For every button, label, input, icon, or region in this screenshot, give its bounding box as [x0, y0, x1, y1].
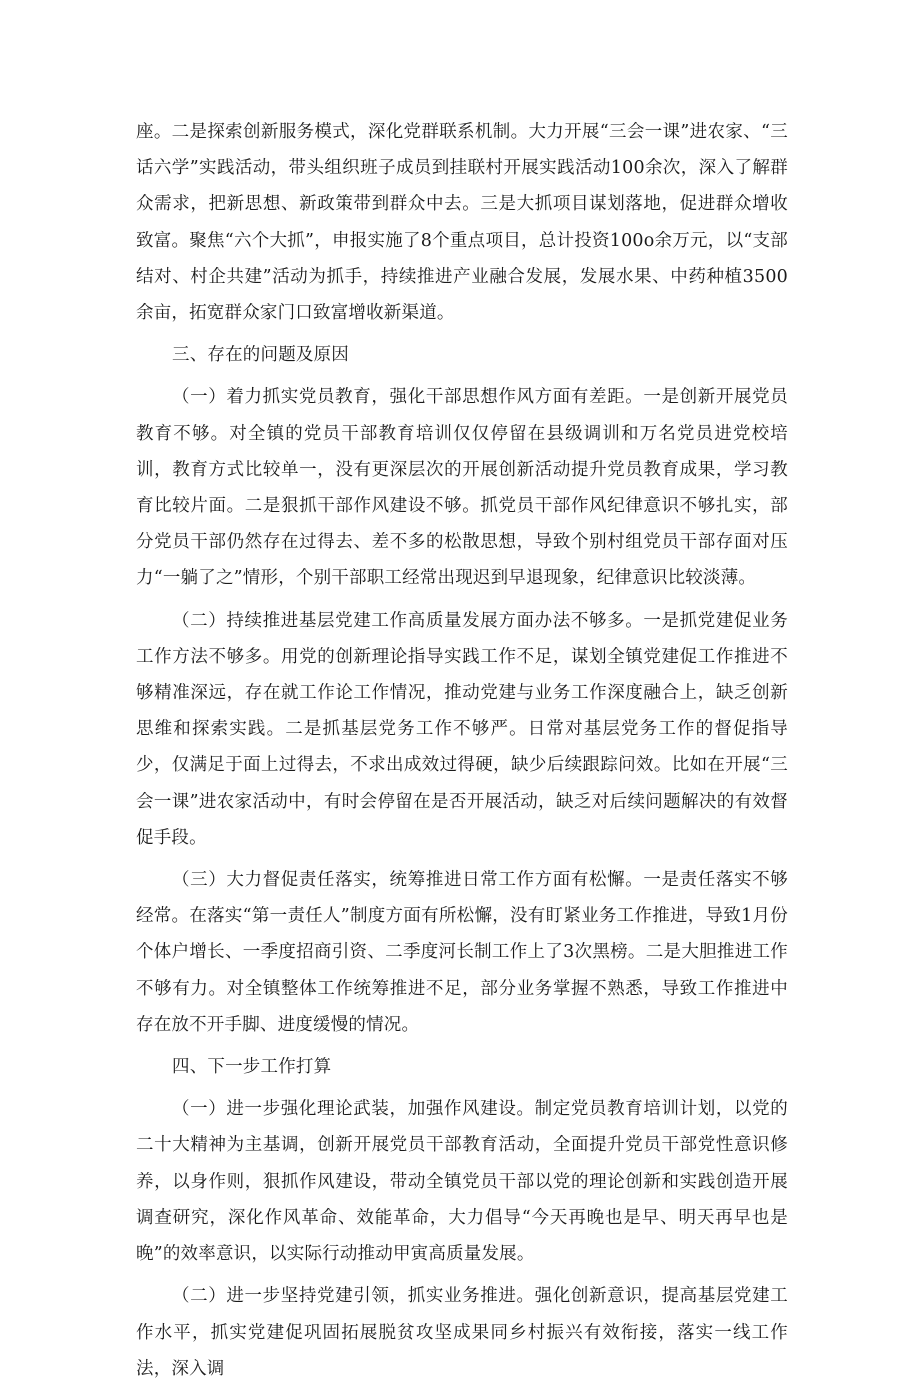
paragraph-continuation: 座。二是探索创新服务模式，深化党群联系机制。大力开展“三会一课”进农家、“三话六学”实践活动，带头组织班子成员到挂联村开展实践活动100余次，深入了解群众需求，把新思想、新政策带到群众中去。三是大抓项目谋划落地，促进群众增收致富。聚焦“六个大抓”，申报实施了8个重点项目，总计投资100o余万元，以“支部结对、村企共建”活动为抓手，持续推进产业融合发展，发展水果、中药种植3500余亩，拓宽群众家门口致富增收新渠道。 [136, 122, 788, 324]
section-heading-problems: 三、存在的问题及原因 [172, 345, 349, 366]
document-body [136, 114, 788, 1387]
paragraph-problem-3: （三）大力督促责任落实，统筹推进日常工作方面有松懈。一是责任落实不够经常。在落实“第一责任人”制度方面有所松懈，没有盯紧业务工作推进，导致1月份个体户增长、一季度招商引资、二季度河长制工作上了3次黑榜。二是大胆推进工作不够有力。对全镇整体工作统筹推进不足，部分业务掌握不熟悉，导致工作推进中存在放不开手脚、进度缓慢的情况。 [136, 870, 788, 1035]
paragraph-plan-1: （一）进一步强化理论武装，加强作风建设。制定党员教育培训计划，以党的二十大精神为主基调，创新开展党员干部教育活动，全面提升党员干部党性意识修养，以身作则，狠抓作风建设，带动全镇党员干部以党的理论创新和实践创造开展调查研究，深化作风革命、效能革命，大力倡导“今天再晚也是早、明天再早也是晚”的效率意识，以实际行动推动甲寅高质量发展。 [136, 1099, 788, 1265]
section-heading-next-steps: 四、下一步工作打算 [172, 1057, 332, 1078]
paragraph-problem-1: （一）着力抓实党员教育，强化干部思想作风方面有差距。一是创新开展党员教育不够。对全镇的党员干部教育培训仅仅停留在县级调训和万名党员进党校培训，教育方式比较单一，没有更深层次的开展创新活动提升党员教育成果，学习教育比较片面。二是狠抓干部作风建设不够。抓党员干部作风纪律意识不够扎实，部分党员干部仍然存在过得去、差不多的松散思想，导致个别村组党员干部存面对压力“一躺了之”情形，个别干部职工经常出现迟到早退现象，纪律意识比较淡薄。 [136, 387, 788, 589]
paragraph-plan-2: （二）进一步坚持党建引领，抓实业务推进。强化创新意识，提高基层党建工作水平，抓实党建促巩固拓展脱贫攻坚成果同乡村振兴有效衔接，落实一线工作法，深入调 [136, 1286, 788, 1379]
paragraph-problem-2: （二）持续推进基层党建工作高质量发展方面办法不够多。一是抓党建促业务工作方法不够多。用党的创新理论指导实践工作不足，谋划全镇党建促工作推进不够精准深远，存在就工作论工作情况，推动党建与业务工作深度融合上，缺乏创新思维和探索实践。二是抓基层党务工作不够严。日常对基层党务工作的督促指导少，仅满足于面上过得去，不求出成效过得硬，缺少后续跟踪问效。比如在开展“三会一课”进农家活动中，有时会停留在是否开展活动，缺乏对后续问题解决的有效督促手段。 [136, 610, 788, 848]
